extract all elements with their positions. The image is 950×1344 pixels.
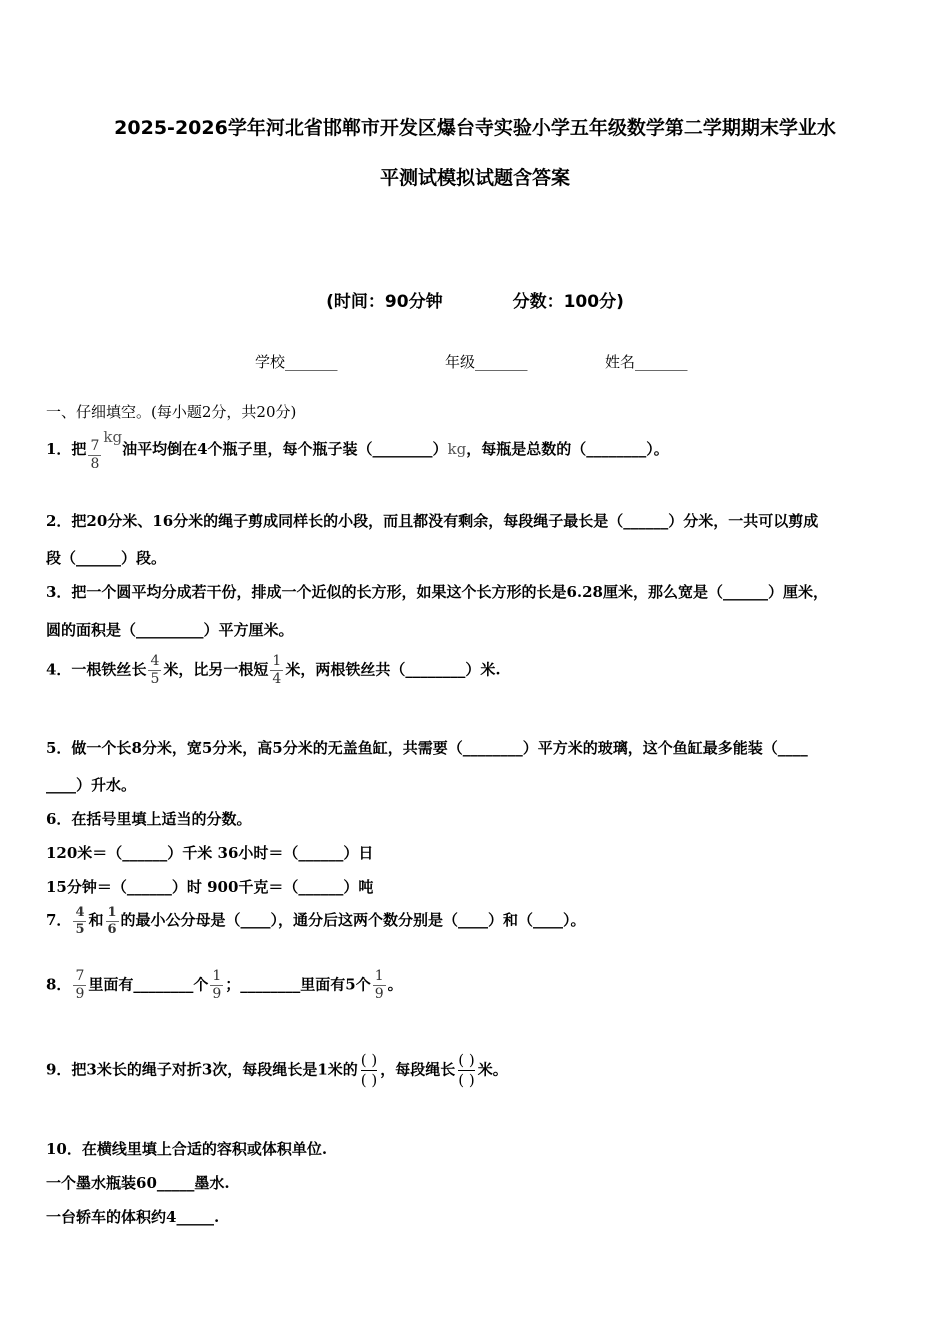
fraction: $\frac{4}{5}$ <box>150 653 160 687</box>
question-9: 9．把3米长的绳子对折3次，每段绳长是1米的 $\frac{( )}{( )}$ ，每段绳长 $\frac{( )}{( )}$ 米。 <box>46 1051 508 1089</box>
fraction: $\frac{1}{9}$ <box>212 968 222 1002</box>
question-2-line2[interactable]: 段（______）段。 <box>46 549 167 567</box>
grade-field[interactable]: 年级_______ <box>445 353 528 371</box>
question-6-line2[interactable]: 120米＝（______）千米 36小时＝（______）日 <box>46 844 374 862</box>
question-10-line2[interactable]: 一个墨水瓶装60_____墨水. <box>46 1174 230 1192</box>
page-title-line1: 2025-2026学年河北省邯郸市开发区爆台寺实验小学五年级数学第二学期期末学业水 <box>114 117 836 139</box>
question-4: 4．一根铁丝长 $\frac{4}{5}$ 米，比另一根短 $\frac{1}{4}$ 米，两根铁丝共（________）米. <box>46 653 501 687</box>
fraction: $\frac{7}{8}$ <box>90 438 100 472</box>
exam-meta <box>0 287 950 312</box>
question-10-line1: 10．在横线里填上合适的容积或体积单位. <box>46 1140 328 1158</box>
question-8: 8． $\frac{7}{9}$ 里面有________个 $\frac{1}{9}$ ；________里面有5个 $\frac{1}{9}$ 。 <box>46 968 403 1002</box>
question-3-line1[interactable]: 3．把一个圆平均分成若干份，排成一个近似的长方形，如果这个长方形的长是6.28厘米，那么宽是（______）厘米， <box>46 583 828 601</box>
fraction: $\frac{7}{9}$ <box>75 968 85 1002</box>
question-2-line1[interactable]: 2．把20分米、16分米的绳子剪成同样长的小段，而且都没有剩余，每段绳子最长是（______）分米，一共可以剪成 <box>46 512 819 530</box>
fraction: $\frac{1}{6}$ <box>107 905 117 937</box>
answer-fraction-blank[interactable]: $\frac{( )}{( )}$ <box>458 1051 475 1089</box>
answer-fraction-blank[interactable]: $\frac{( )}{( )}$ <box>360 1051 378 1089</box>
name-field[interactable]: 姓名_______ <box>605 353 688 371</box>
fraction: $\frac{1}{4}$ <box>272 653 282 687</box>
question-3-line2[interactable]: 圆的面积是（_________）平方厘米。 <box>46 621 294 639</box>
page-title-line2: 平测试模拟试题含答案 <box>379 167 570 189</box>
question-6-line3[interactable]: 15分钟＝（______）时 900千克＝（______）吨 <box>46 878 374 896</box>
question-5-line2[interactable]: ____）升水。 <box>46 776 137 794</box>
question-7: 7． $\frac{4}{5}$ 和 $\frac{1}{6}$ 的最小公分母是（____），通分后这两个数分别是（____）和（____）。 <box>46 905 586 937</box>
fraction: $\frac{4}{5}$ <box>75 905 85 937</box>
fraction: $\frac{1}{9}$ <box>374 968 384 1002</box>
section-heading: 一、仔细填空。(每小题2分，共20分) <box>46 403 297 421</box>
question-10-line3[interactable]: 一台轿车的体积约4_____. <box>46 1208 220 1226</box>
question-1: 1．把 $\frac{7}{8}$ kg油平均倒在4个瓶子里，每个瓶子装（________）kg，每瓶是总数的（________）。 <box>46 428 669 472</box>
score-label: 分数：100分) <box>512 292 624 312</box>
question-5-line1[interactable]: 5．做一个长8分米，宽5分米，高5分米的无盖鱼缸，共需要（________）平方米的玻璃，这个鱼缸最多能装（____ <box>46 739 808 757</box>
question-6-line1: 6．在括号里填上适当的分数。 <box>46 810 252 828</box>
time-label: (时间：90分钟 <box>326 292 443 312</box>
school-field[interactable]: 学校_______ <box>255 353 338 371</box>
